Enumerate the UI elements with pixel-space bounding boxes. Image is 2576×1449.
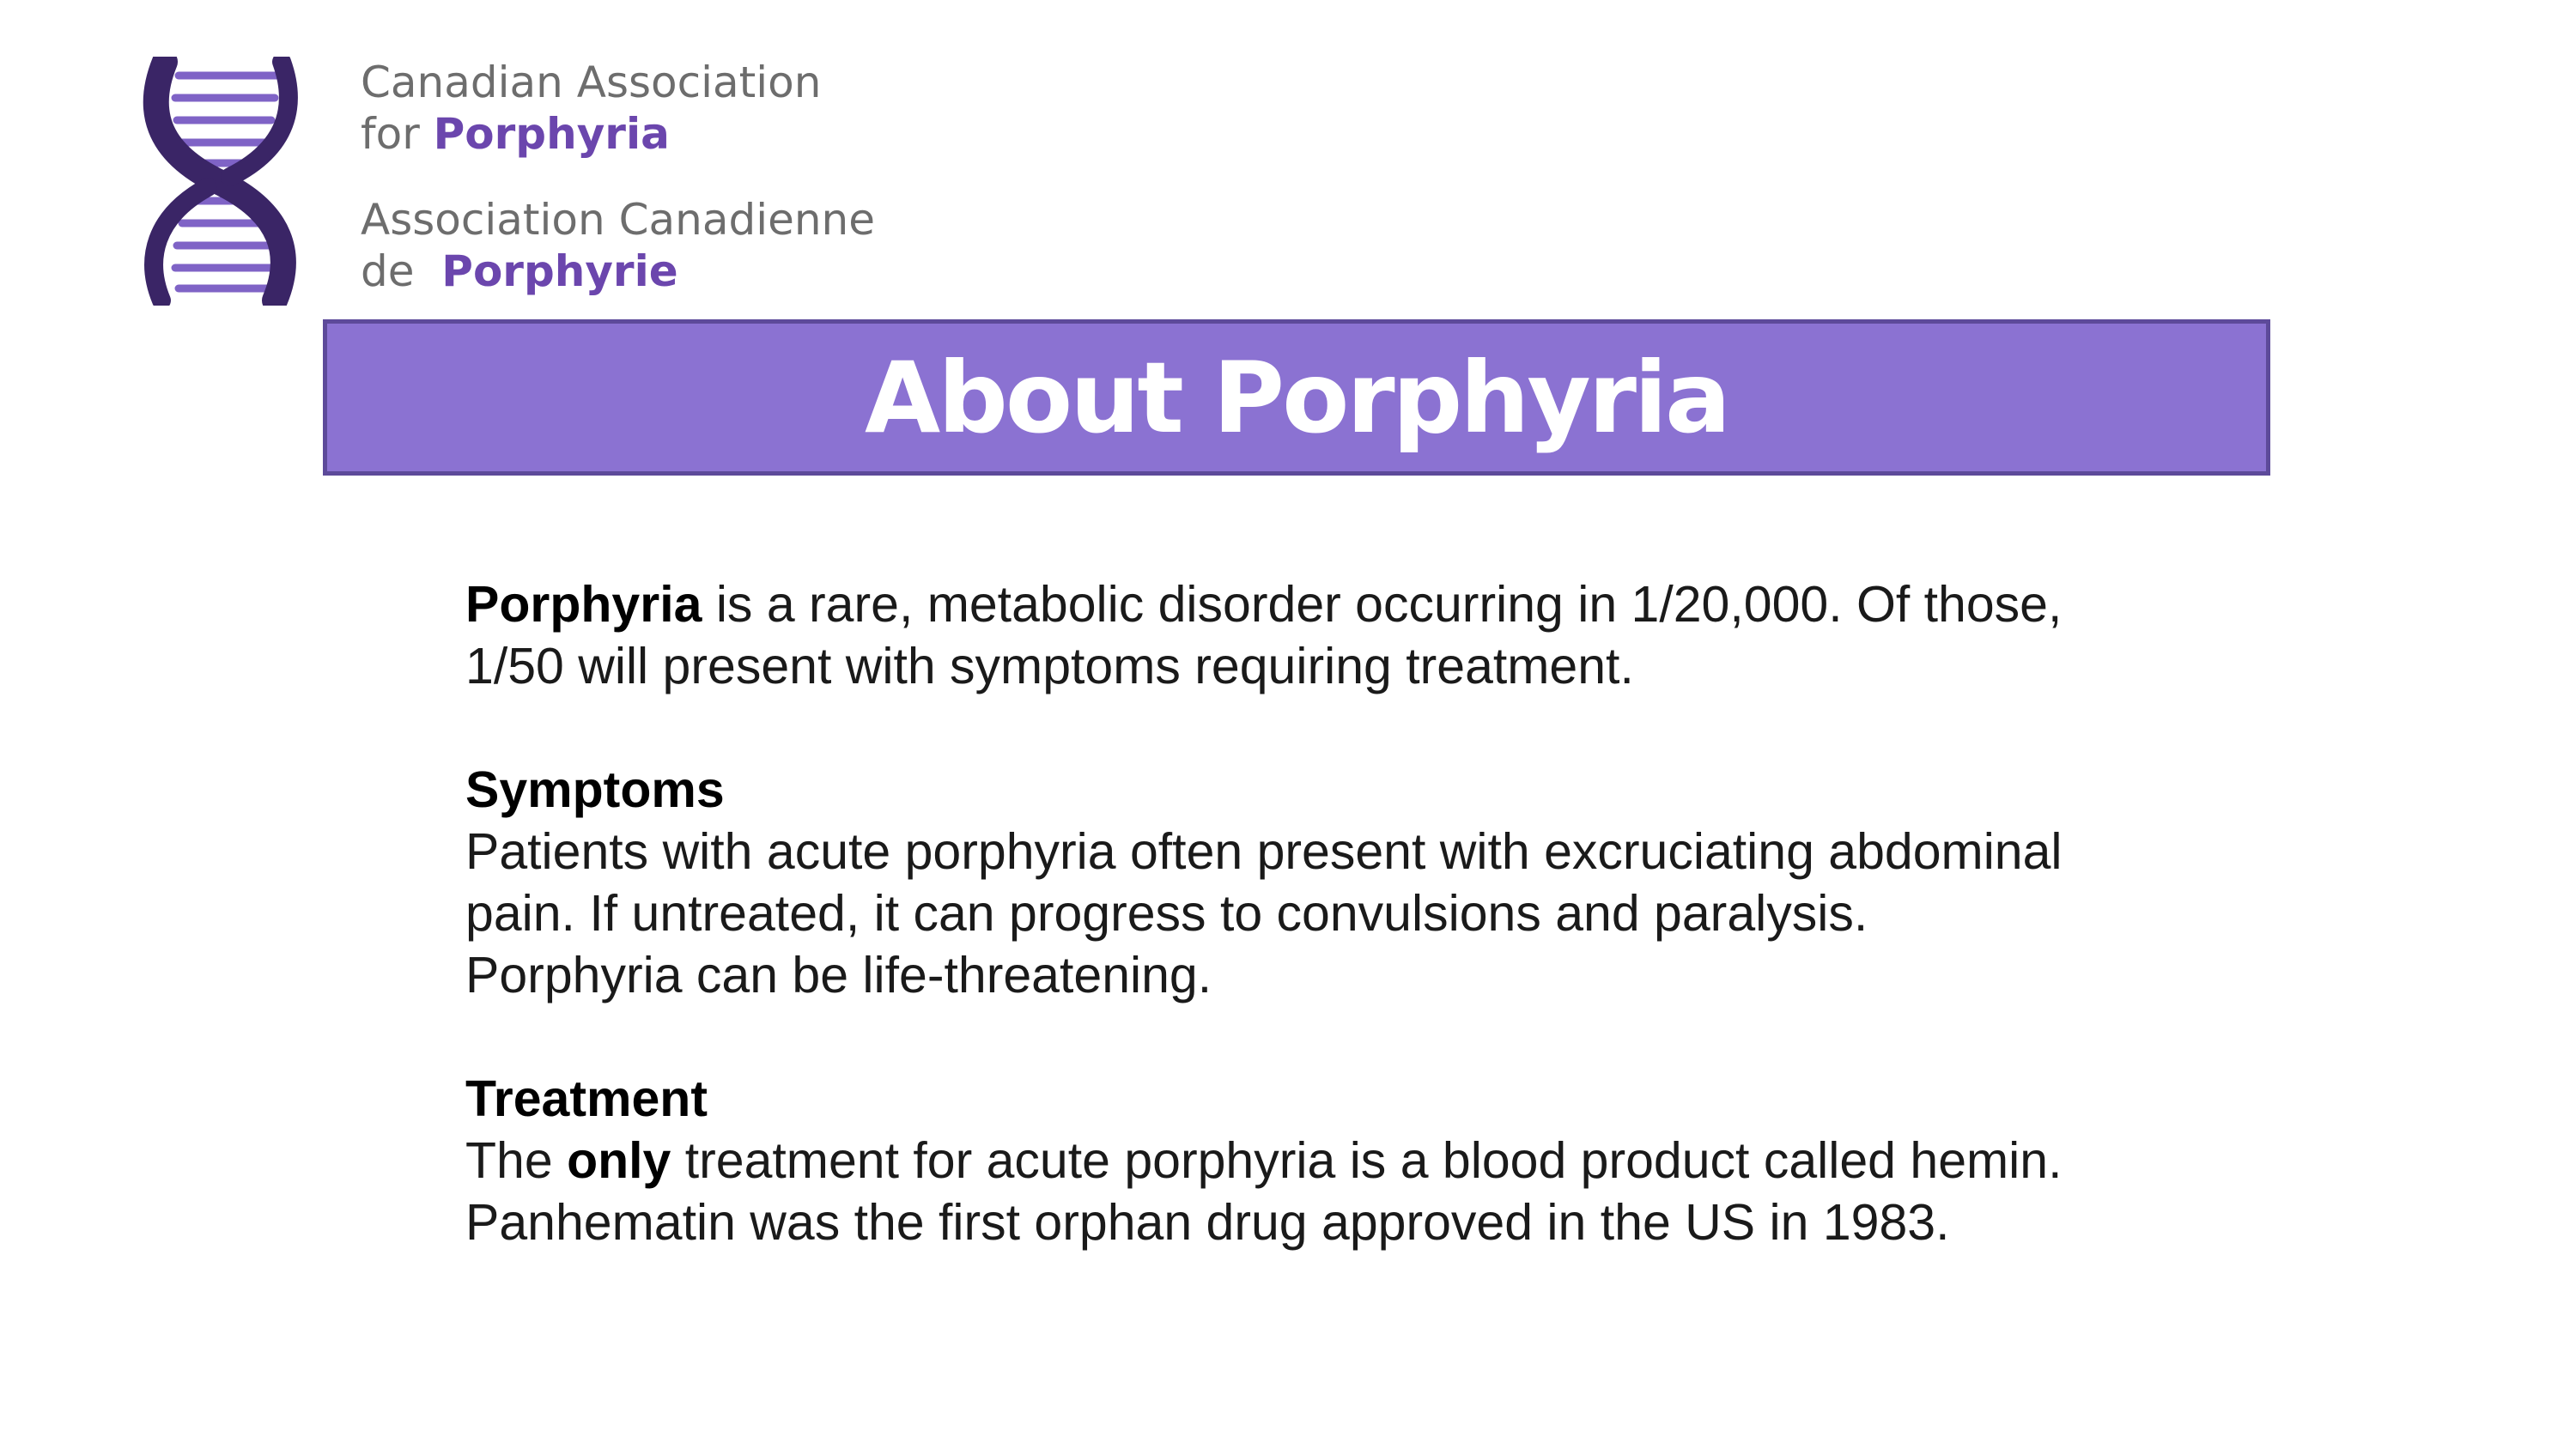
logo-french-name [361, 194, 875, 297]
logo-fr-line1: Association Canadienne [361, 195, 875, 245]
symptoms-line-3: Porphyria can be life-threatening. [465, 947, 1212, 1003]
logo-en-line2 [361, 108, 821, 160]
logo-fr-brand: Porphyrie [441, 246, 678, 296]
body-content [465, 573, 2166, 1253]
intro-line-1 [465, 573, 2166, 635]
symptoms-heading [465, 759, 2166, 821]
treatment-heading [465, 1068, 2166, 1130]
treatment-post: treatment for acute porphyria is a blood product called hemin. [671, 1132, 2063, 1189]
dna-helix-icon [129, 57, 309, 306]
logo-fr-prefix: de [361, 246, 442, 296]
treatment-pre: The [465, 1132, 568, 1189]
logo-en-line1: Canadian Association [361, 58, 822, 107]
logo-fr-line2 [361, 246, 875, 297]
symptoms-line-1: Patients with acute porphyria often present with excruciating abdominal [465, 823, 2063, 880]
spacer [465, 697, 2166, 759]
logo-english-name [361, 57, 821, 160]
treatment-heading-text: Treatment [465, 1070, 708, 1127]
intro-bold-term: Porphyria [465, 576, 702, 633]
treatment-line-2: Panhematin was the first orphan drug approved in the US in 1983. [465, 1194, 1950, 1251]
logo-en-prefix: for [361, 109, 434, 159]
intro-line-2: 1/50 will present with symptoms requiring treatment. [465, 638, 1634, 694]
title-banner [323, 319, 2270, 476]
symptoms-heading-text: Symptoms [465, 761, 725, 818]
intro-text: is a rare, metabolic disorder occurring in 1/20,000. Of those, [702, 576, 2063, 633]
spacer [465, 1006, 2166, 1068]
page-title: About Porphyria [865, 340, 1728, 455]
treatment-line-1 [465, 1130, 2166, 1191]
organization-logo [129, 57, 945, 306]
treatment-emphasis: only [567, 1132, 671, 1189]
symptoms-line-2: pain. If untreated, it can progress to convulsions and paralysis. [465, 885, 1868, 942]
logo-en-brand: Porphyria [433, 109, 670, 159]
